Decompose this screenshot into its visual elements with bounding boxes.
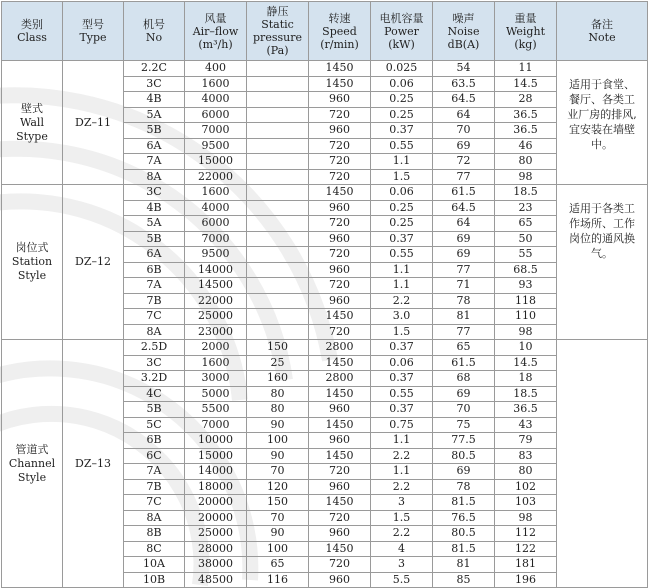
- airflow-cell: 10000: [185, 433, 247, 449]
- speed-cell: 1450: [309, 495, 371, 511]
- weight-cell: 18.5: [495, 185, 557, 201]
- no-cell: 5B: [124, 402, 185, 418]
- speed-cell: 960: [309, 479, 371, 495]
- class-cell: 壁式 Wall Stype: [2, 61, 63, 185]
- airflow-cell: 6000: [185, 216, 247, 232]
- no-cell: 3C: [124, 76, 185, 92]
- weight-cell: 36.5: [495, 123, 557, 139]
- weight-cell: 28: [495, 92, 557, 108]
- no-cell: 4C: [124, 386, 185, 402]
- noise-cell: 64: [433, 216, 495, 232]
- power-cell: 1.5: [371, 510, 433, 526]
- no-cell: 8B: [124, 526, 185, 542]
- weight-cell: 10: [495, 340, 557, 356]
- weight-cell: 23: [495, 200, 557, 216]
- noise-cell: 75: [433, 417, 495, 433]
- header-pressure: 静压 Static pressure (Pa): [247, 2, 309, 61]
- no-cell: 10A: [124, 557, 185, 573]
- no-cell: 6A: [124, 138, 185, 154]
- no-cell: 7A: [124, 154, 185, 170]
- pressure-cell: [247, 123, 309, 139]
- pressure-cell: [247, 200, 309, 216]
- pressure-cell: 65: [247, 557, 309, 573]
- noise-cell: 70: [433, 123, 495, 139]
- speed-cell: 1450: [309, 541, 371, 557]
- noise-cell: 81: [433, 309, 495, 325]
- note-text: [567, 340, 637, 356]
- weight-cell: 103: [495, 495, 557, 511]
- noise-cell: 54: [433, 61, 495, 77]
- pressure-cell: [247, 138, 309, 154]
- speed-cell: 1450: [309, 417, 371, 433]
- no-cell: 7A: [124, 278, 185, 294]
- airflow-cell: 48500: [185, 572, 247, 588]
- airflow-cell: 2000: [185, 340, 247, 356]
- weight-cell: 79: [495, 433, 557, 449]
- noise-cell: 81.5: [433, 495, 495, 511]
- note-cell: [557, 340, 648, 588]
- weight-cell: 196: [495, 572, 557, 588]
- noise-cell: 81.5: [433, 541, 495, 557]
- pressure-cell: [247, 107, 309, 123]
- noise-cell: 64.5: [433, 92, 495, 108]
- airflow-cell: 20000: [185, 495, 247, 511]
- weight-cell: 98: [495, 169, 557, 185]
- header-noise: 噪声 Noise dB(A): [433, 2, 495, 61]
- no-cell: 6B: [124, 262, 185, 278]
- pressure-cell: 100: [247, 433, 309, 449]
- pressure-cell: 70: [247, 464, 309, 480]
- pressure-cell: [247, 169, 309, 185]
- power-cell: 1.5: [371, 324, 433, 340]
- airflow-cell: 28000: [185, 541, 247, 557]
- speed-cell: 720: [309, 107, 371, 123]
- airflow-cell: 9500: [185, 247, 247, 263]
- power-cell: 0.75: [371, 417, 433, 433]
- speed-cell: 720: [309, 169, 371, 185]
- speed-cell: 960: [309, 433, 371, 449]
- noise-cell: 63.5: [433, 76, 495, 92]
- class-cell: 岗位式 Station Style: [2, 185, 63, 340]
- noise-cell: 69: [433, 464, 495, 480]
- pressure-cell: [247, 324, 309, 340]
- airflow-cell: 7000: [185, 123, 247, 139]
- power-cell: 0.37: [371, 231, 433, 247]
- class-cell: 管道式 Channel Style: [2, 340, 63, 588]
- noise-cell: 69: [433, 138, 495, 154]
- no-cell: 4B: [124, 200, 185, 216]
- pressure-cell: 90: [247, 417, 309, 433]
- noise-cell: 78: [433, 479, 495, 495]
- weight-cell: 122: [495, 541, 557, 557]
- power-cell: 0.37: [371, 402, 433, 418]
- type-cell: DZ–11: [63, 61, 124, 185]
- weight-cell: 36.5: [495, 402, 557, 418]
- speed-cell: 1450: [309, 386, 371, 402]
- pressure-cell: 80: [247, 386, 309, 402]
- no-cell: 10B: [124, 572, 185, 588]
- power-cell: 5.5: [371, 572, 433, 588]
- pressure-cell: [247, 216, 309, 232]
- weight-cell: 11: [495, 61, 557, 77]
- power-cell: 1.1: [371, 464, 433, 480]
- speed-cell: 1450: [309, 309, 371, 325]
- noise-cell: 64.5: [433, 200, 495, 216]
- weight-cell: 98: [495, 324, 557, 340]
- power-cell: 0.025: [371, 61, 433, 77]
- airflow-cell: 4000: [185, 92, 247, 108]
- speed-cell: 720: [309, 324, 371, 340]
- weight-cell: 65: [495, 216, 557, 232]
- no-cell: 5A: [124, 216, 185, 232]
- pressure-cell: [247, 185, 309, 201]
- pressure-cell: [247, 61, 309, 77]
- no-cell: 6A: [124, 247, 185, 263]
- power-cell: 3: [371, 557, 433, 573]
- airflow-cell: 5500: [185, 402, 247, 418]
- no-cell: 7B: [124, 479, 185, 495]
- speed-cell: 720: [309, 278, 371, 294]
- no-cell: 6B: [124, 433, 185, 449]
- weight-cell: 110: [495, 309, 557, 325]
- airflow-cell: 23000: [185, 324, 247, 340]
- no-cell: 5B: [124, 123, 185, 139]
- power-cell: 0.25: [371, 216, 433, 232]
- type-cell: DZ–13: [63, 340, 124, 588]
- note-cell: [557, 61, 648, 185]
- no-cell: 7A: [124, 464, 185, 480]
- speed-cell: 720: [309, 247, 371, 263]
- no-cell: 8A: [124, 510, 185, 526]
- pressure-cell: 120: [247, 479, 309, 495]
- weight-cell: 18: [495, 371, 557, 387]
- speed-cell: 2800: [309, 340, 371, 356]
- airflow-cell: 5000: [185, 386, 247, 402]
- no-cell: 6C: [124, 448, 185, 464]
- weight-cell: 80: [495, 154, 557, 170]
- weight-cell: 55: [495, 247, 557, 263]
- airflow-cell: 14000: [185, 262, 247, 278]
- speed-cell: 960: [309, 231, 371, 247]
- no-cell: 3C: [124, 355, 185, 371]
- airflow-cell: 18000: [185, 479, 247, 495]
- speed-cell: 960: [309, 572, 371, 588]
- pressure-cell: [247, 309, 309, 325]
- speed-cell: 960: [309, 200, 371, 216]
- airflow-cell: 14500: [185, 278, 247, 294]
- noise-cell: 77.5: [433, 433, 495, 449]
- airflow-cell: 20000: [185, 510, 247, 526]
- pressure-cell: [247, 154, 309, 170]
- pressure-cell: [247, 262, 309, 278]
- pressure-cell: 160: [247, 371, 309, 387]
- power-cell: 2.2: [371, 479, 433, 495]
- note-text: 适用于各类工作场所、工作岗位的通风换气。: [569, 202, 635, 260]
- power-cell: 2.2: [371, 526, 433, 542]
- header-type: 型号 Type: [63, 2, 124, 61]
- fan-spec-table: [1, 1, 648, 588]
- power-cell: 0.25: [371, 107, 433, 123]
- speed-cell: 720: [309, 557, 371, 573]
- power-cell: 1.5: [371, 169, 433, 185]
- airflow-cell: 1600: [185, 355, 247, 371]
- no-cell: 7C: [124, 309, 185, 325]
- header-no: 机号 No: [124, 2, 185, 61]
- airflow-cell: 400: [185, 61, 247, 77]
- no-cell: 5B: [124, 231, 185, 247]
- pressure-cell: 90: [247, 448, 309, 464]
- power-cell: 0.37: [371, 340, 433, 356]
- speed-cell: 960: [309, 402, 371, 418]
- airflow-cell: 6000: [185, 107, 247, 123]
- pressure-cell: 90: [247, 526, 309, 542]
- type-cell: DZ–12: [63, 185, 124, 340]
- speed-cell: 960: [309, 92, 371, 108]
- power-cell: 0.37: [371, 371, 433, 387]
- pressure-cell: 150: [247, 495, 309, 511]
- note-cell: [557, 185, 648, 340]
- power-cell: 2.2: [371, 293, 433, 309]
- no-cell: 5C: [124, 417, 185, 433]
- note-text: 适用于食堂、餐厅、各类工业厂房的排风,宜安装在墙壁中。: [567, 78, 637, 151]
- airflow-cell: 1600: [185, 185, 247, 201]
- weight-cell: 83: [495, 448, 557, 464]
- noise-cell: 69: [433, 247, 495, 263]
- header-speed: 转速 Speed (r/min): [309, 2, 371, 61]
- airflow-cell: 22000: [185, 293, 247, 309]
- weight-cell: 14.5: [495, 76, 557, 92]
- noise-cell: 77: [433, 324, 495, 340]
- pressure-cell: 80: [247, 402, 309, 418]
- no-cell: 7B: [124, 293, 185, 309]
- speed-cell: 720: [309, 154, 371, 170]
- power-cell: 2.2: [371, 448, 433, 464]
- table-row: [2, 61, 648, 77]
- pressure-cell: [247, 247, 309, 263]
- noise-cell: 78: [433, 293, 495, 309]
- speed-cell: 720: [309, 138, 371, 154]
- airflow-cell: 3000: [185, 371, 247, 387]
- noise-cell: 72: [433, 154, 495, 170]
- power-cell: 3: [371, 495, 433, 511]
- airflow-cell: 15000: [185, 448, 247, 464]
- noise-cell: 69: [433, 386, 495, 402]
- airflow-cell: 15000: [185, 154, 247, 170]
- weight-cell: 18.5: [495, 386, 557, 402]
- weight-cell: 118: [495, 293, 557, 309]
- weight-cell: 98: [495, 510, 557, 526]
- weight-cell: 80: [495, 464, 557, 480]
- weight-cell: 43: [495, 417, 557, 433]
- noise-cell: 64: [433, 107, 495, 123]
- speed-cell: 1450: [309, 185, 371, 201]
- power-cell: 0.06: [371, 355, 433, 371]
- noise-cell: 61.5: [433, 185, 495, 201]
- airflow-cell: 7000: [185, 231, 247, 247]
- speed-cell: 1450: [309, 448, 371, 464]
- no-cell: 5A: [124, 107, 185, 123]
- speed-cell: 2800: [309, 371, 371, 387]
- header-row: [2, 2, 648, 61]
- power-cell: 0.55: [371, 247, 433, 263]
- pressure-cell: 25: [247, 355, 309, 371]
- power-cell: 1.1: [371, 154, 433, 170]
- noise-cell: 65: [433, 340, 495, 356]
- airflow-cell: 38000: [185, 557, 247, 573]
- header-power: 电机容量 Power (kW): [371, 2, 433, 61]
- noise-cell: 81: [433, 557, 495, 573]
- speed-cell: 960: [309, 526, 371, 542]
- speed-cell: 720: [309, 216, 371, 232]
- no-cell: 2.2C: [124, 61, 185, 77]
- pressure-cell: 70: [247, 510, 309, 526]
- no-cell: 8A: [124, 324, 185, 340]
- speed-cell: 720: [309, 510, 371, 526]
- no-cell: 8A: [124, 169, 185, 185]
- airflow-cell: 22000: [185, 169, 247, 185]
- pressure-cell: [247, 76, 309, 92]
- speed-cell: 1450: [309, 355, 371, 371]
- speed-cell: 1450: [309, 61, 371, 77]
- airflow-cell: 25000: [185, 309, 247, 325]
- power-cell: 1.1: [371, 278, 433, 294]
- header-class: 类别 Class: [2, 2, 63, 61]
- noise-cell: 68: [433, 371, 495, 387]
- no-cell: 4B: [124, 92, 185, 108]
- noise-cell: 61.5: [433, 355, 495, 371]
- airflow-cell: 7000: [185, 417, 247, 433]
- airflow-cell: 14000: [185, 464, 247, 480]
- noise-cell: 76.5: [433, 510, 495, 526]
- speed-cell: 960: [309, 123, 371, 139]
- header-weight: 重量 Weight (kg): [495, 2, 557, 61]
- noise-cell: 85: [433, 572, 495, 588]
- noise-cell: 70: [433, 402, 495, 418]
- noise-cell: 77: [433, 262, 495, 278]
- power-cell: 4: [371, 541, 433, 557]
- power-cell: 1.1: [371, 262, 433, 278]
- power-cell: 1.1: [371, 433, 433, 449]
- speed-cell: 1450: [309, 76, 371, 92]
- noise-cell: 80.5: [433, 526, 495, 542]
- power-cell: 3.0: [371, 309, 433, 325]
- weight-cell: 68.5: [495, 262, 557, 278]
- airflow-cell: 25000: [185, 526, 247, 542]
- speed-cell: 960: [309, 293, 371, 309]
- pressure-cell: [247, 92, 309, 108]
- no-cell: 3.2D: [124, 371, 185, 387]
- noise-cell: 80.5: [433, 448, 495, 464]
- power-cell: 0.06: [371, 76, 433, 92]
- weight-cell: 112: [495, 526, 557, 542]
- noise-cell: 77: [433, 169, 495, 185]
- pressure-cell: [247, 278, 309, 294]
- weight-cell: 102: [495, 479, 557, 495]
- airflow-cell: 1600: [185, 76, 247, 92]
- table-row: [2, 185, 648, 201]
- pressure-cell: [247, 231, 309, 247]
- no-cell: 3C: [124, 185, 185, 201]
- airflow-cell: 4000: [185, 200, 247, 216]
- weight-cell: 50: [495, 231, 557, 247]
- no-cell: 8C: [124, 541, 185, 557]
- weight-cell: 93: [495, 278, 557, 294]
- weight-cell: 46: [495, 138, 557, 154]
- no-cell: 7C: [124, 495, 185, 511]
- power-cell: 0.25: [371, 200, 433, 216]
- weight-cell: 181: [495, 557, 557, 573]
- noise-cell: 71: [433, 278, 495, 294]
- pressure-cell: 116: [247, 572, 309, 588]
- header-note: 备注 Note: [557, 2, 648, 61]
- airflow-cell: 9500: [185, 138, 247, 154]
- power-cell: 0.25: [371, 92, 433, 108]
- pressure-cell: 100: [247, 541, 309, 557]
- power-cell: 0.55: [371, 138, 433, 154]
- noise-cell: 69: [433, 231, 495, 247]
- weight-cell: 14.5: [495, 355, 557, 371]
- speed-cell: 960: [309, 262, 371, 278]
- power-cell: 0.37: [371, 123, 433, 139]
- pressure-cell: [247, 293, 309, 309]
- header-airflow: 风量 Air–flow (m³/h): [185, 2, 247, 61]
- no-cell: 2.5D: [124, 340, 185, 356]
- weight-cell: 36.5: [495, 107, 557, 123]
- pressure-cell: 150: [247, 340, 309, 356]
- speed-cell: 720: [309, 464, 371, 480]
- power-cell: 0.06: [371, 185, 433, 201]
- table-row: [2, 340, 648, 356]
- table-body: [2, 61, 648, 588]
- power-cell: 0.55: [371, 386, 433, 402]
